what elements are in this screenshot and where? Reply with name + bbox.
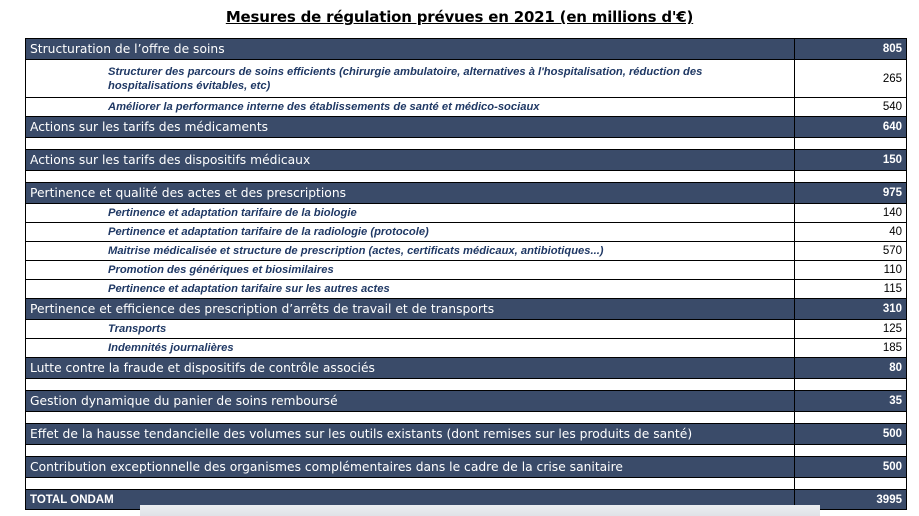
subitem-row — [26, 204, 907, 223]
spacer-cell — [26, 445, 795, 457]
spacer-row — [26, 412, 907, 424]
section-label: Pertinence et qualité des actes et des prescriptions — [26, 183, 795, 204]
spacer-cell — [795, 171, 907, 183]
spacer-cell — [795, 445, 907, 457]
subitem-label: Transports — [26, 320, 795, 339]
total-label: TOTAL ONDAM — [26, 490, 795, 510]
page-title: Mesures de régulation prévues en 2021 (en millions d'€) — [225, 8, 694, 26]
section-value: 80 — [795, 358, 907, 379]
spacer-cell — [26, 379, 795, 391]
subitem-label: Améliorer la performance interne des établissements de santé et médico-sociaux — [26, 98, 795, 117]
section-label: Pertinence et efficience des prescription d’arrêts de travail et de transports — [26, 299, 795, 320]
subitem-value: 110 — [795, 261, 907, 280]
spacer-cell — [795, 379, 907, 391]
spacer-row — [26, 171, 907, 183]
section-value: 150 — [795, 150, 907, 171]
section-label: Structuration de l’offre de soins — [26, 39, 795, 60]
subitem-row — [26, 223, 907, 242]
section-row — [26, 424, 907, 445]
subitem-label: Maitrise médicalisée et structure de prescription (actes, certificats médicaux, antibiotiques...) — [26, 242, 795, 261]
spacer-row — [26, 379, 907, 391]
section-label: Contribution exceptionnelle des organismes complémentaires dans le cadre de la crise sanitaire — [26, 457, 795, 478]
section-row — [26, 39, 907, 60]
section-value: 500 — [795, 424, 907, 445]
section-row — [26, 358, 907, 379]
subitem-value: 185 — [795, 339, 907, 358]
spacer-cell — [795, 478, 907, 490]
subitem-value: 140 — [795, 204, 907, 223]
subitem-label: Structurer des parcours de soins efficients (chirurgie ambulatoire, alternatives à l'hospitalisation, réduction des hospitalisations évitables, etc) — [26, 60, 795, 98]
section-row — [26, 299, 907, 320]
subitem-row — [26, 242, 907, 261]
section-label: Actions sur les tarifs des dispositifs médicaux — [26, 150, 795, 171]
section-label: Gestion dynamique du panier de soins remboursé — [26, 391, 795, 412]
subitem-value: 570 — [795, 242, 907, 261]
spacer-cell — [26, 478, 795, 490]
spacer-cell — [26, 412, 795, 424]
section-row — [26, 150, 907, 171]
subitem-row — [26, 280, 907, 299]
subitem-label: Promotion des génériques et biosimilaires — [26, 261, 795, 280]
subitem-label: Pertinence et adaptation tarifaire sur les autres actes — [26, 280, 795, 299]
subitem-row — [26, 261, 907, 280]
section-row — [26, 117, 907, 138]
total-value: 3995 — [795, 490, 907, 510]
section-value: 640 — [795, 117, 907, 138]
section-value: 35 — [795, 391, 907, 412]
section-label: Actions sur les tarifs des médicaments — [26, 117, 795, 138]
page-bottom-shadow — [140, 505, 820, 516]
spacer-row — [26, 478, 907, 490]
spacer-cell — [795, 138, 907, 150]
subitem-row — [26, 339, 907, 358]
subitem-value: 115 — [795, 280, 907, 299]
section-label: Lutte contre la fraude et dispositifs de contrôle associés — [26, 358, 795, 379]
section-value: 975 — [795, 183, 907, 204]
section-value: 500 — [795, 457, 907, 478]
section-row — [26, 391, 907, 412]
subitem-row — [26, 320, 907, 339]
subitem-value: 125 — [795, 320, 907, 339]
subitem-label: Pertinence et adaptation tarifaire de la radiologie (protocole) — [26, 223, 795, 242]
spacer-row — [26, 138, 907, 150]
section-value: 310 — [795, 299, 907, 320]
subitem-row — [26, 60, 907, 98]
subitem-label: Pertinence et adaptation tarifaire de la biologie — [26, 204, 795, 223]
section-row — [26, 183, 907, 204]
regulation-table — [25, 38, 907, 510]
spacer-cell — [26, 138, 795, 150]
section-label: Effet de la hausse tendancielle des volumes sur les outils existants (dont remises sur les produits de santé) — [26, 424, 795, 445]
subitem-label: Indemnités journalières — [26, 339, 795, 358]
subitem-value: 265 — [795, 60, 907, 98]
subitem-value: 540 — [795, 98, 907, 117]
spacer-cell — [26, 171, 795, 183]
subitem-value: 40 — [795, 223, 907, 242]
section-value: 805 — [795, 39, 907, 60]
spacer-cell — [795, 412, 907, 424]
subitem-row — [26, 98, 907, 117]
section-row — [26, 457, 907, 478]
spacer-row — [26, 445, 907, 457]
